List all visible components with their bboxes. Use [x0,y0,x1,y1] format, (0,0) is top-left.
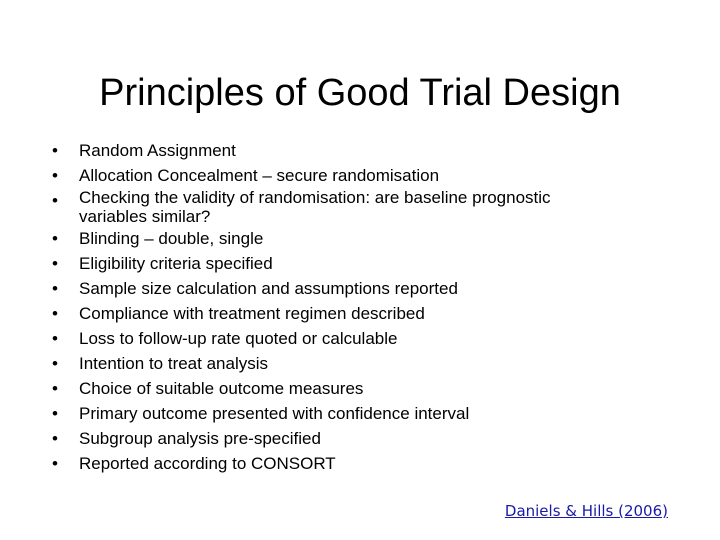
bullet-text: Allocation Concealment – secure randomisation [79,166,440,185]
bullet-item [52,276,652,301]
bullet-text: Choice of suitable outcome measures [79,379,364,398]
bullet-text: Subgroup analysis pre-specified [79,429,321,448]
bullet-dot-icon: • [52,279,58,298]
bullet-dot-icon: • [52,354,58,373]
bullet-item [52,326,652,351]
slide-title: Principles of Good Trial Design [99,72,621,115]
bullet-dot-icon: • [52,429,58,448]
bullet-dot-icon: • [52,254,58,273]
bullet-dot-icon: • [52,304,58,323]
bullet-list [52,138,652,476]
bullet-text: Reported according to CONSORT [79,454,336,473]
bullet-item [52,426,652,451]
bullet-item [52,163,652,188]
citation-link[interactable]: Daniels & Hills (2006) [504,502,668,520]
bullet-text: Primary outcome presented with confidence interval [79,404,470,423]
bullet-item [52,451,652,476]
bullet-text: Blinding – double, single [79,229,264,248]
bullet-text: Loss to follow-up rate quoted or calculable [79,329,398,348]
bullet-item [52,188,652,226]
bullet-dot-icon: • [52,329,58,348]
bullet-text: Intention to treat analysis [79,354,269,373]
bullet-item [52,226,652,251]
bullet-dot-icon: • [52,379,58,398]
bullet-item [52,351,652,376]
bullet-text: variables similar? [79,207,211,226]
bullet-dot-icon: • [52,229,58,248]
bullet-item [52,301,652,326]
bullet-item [52,251,652,276]
bullet-dot-icon: • [52,141,58,160]
bullet-text: Checking the validity of randomisation: are baseline prognostic [79,188,551,207]
bullet-text: Compliance with treatment regimen described [79,304,425,323]
bullet-item [52,401,652,426]
bullet-dot-icon: • [52,166,58,185]
bullet-item [52,376,652,401]
bullet-dot-icon: • [52,454,58,473]
bullet-dot-icon: • [52,191,58,210]
bullet-dot-icon: • [52,404,58,423]
bullet-text: Eligibility criteria specified [79,254,273,273]
bullet-text: Sample size calculation and assumptions reported [79,279,458,298]
bullet-text: Random Assignment [79,141,236,160]
bullet-item [52,138,652,163]
